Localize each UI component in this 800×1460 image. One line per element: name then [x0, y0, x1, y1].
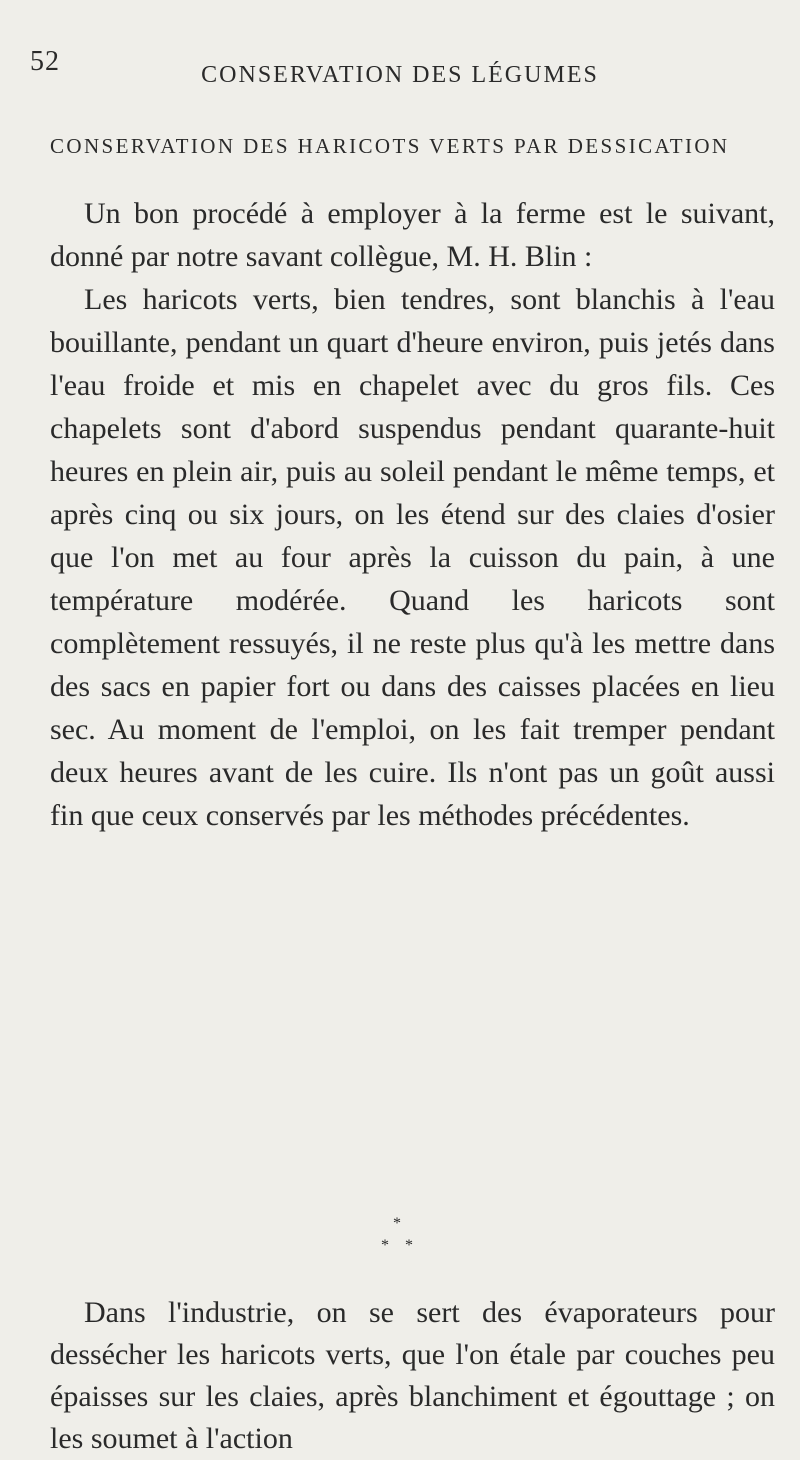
separator-star-top: *	[393, 1215, 407, 1232]
separator-star-bottom: * *	[381, 1237, 419, 1254]
paragraph-procedure: Les haricots verts, bien tendres, sont blanchis à l'eau bouillante, pendant un quart d'heure environ, puis jetés dans l'eau froide et mis en chapelet avec du gros fils. Ces chapelets sont d'abord suspendus pendant quarante-huit heures en plein air, puis au soleil pendant le même temps, et après cinq ou six jours, on les étend sur des claies d'osier que l'on met au four après la cuisson du pain, à une température modérée. Quand les haricots sont complètement ressuyés, il ne reste plus qu'à les mettre dans des sacs en papier fort ou dans des caisses placées en lieu sec. Au moment de l'emploi, on les fait tremper pendant deux heures avant de les cuire. Ils n'ont pas un goût aussi fin que ceux conservés par les méthodes précédentes.	[50, 283, 775, 832]
body-text	[50, 192, 775, 837]
page-number: 52	[30, 46, 60, 77]
paragraph-intro: Un bon procédé à employer à la ferme est le suivant, donné par notre savant collègue, M. H. Blin :	[50, 197, 775, 273]
paragraph-industry: Dans l'industrie, on se sert des évaporateurs pour dessécher les haricots verts, que l'on étale par couches peu épaisses sur les claies, après blanchiment et égouttage ; on les soumet à l'action	[50, 1296, 775, 1455]
body-text-continued	[50, 1292, 775, 1460]
section-title: CONSERVATION DES HARICOTS VERTS PAR DESSICATION	[50, 134, 730, 158]
running-head: CONSERVATION DES LÉGUMES	[201, 62, 599, 88]
